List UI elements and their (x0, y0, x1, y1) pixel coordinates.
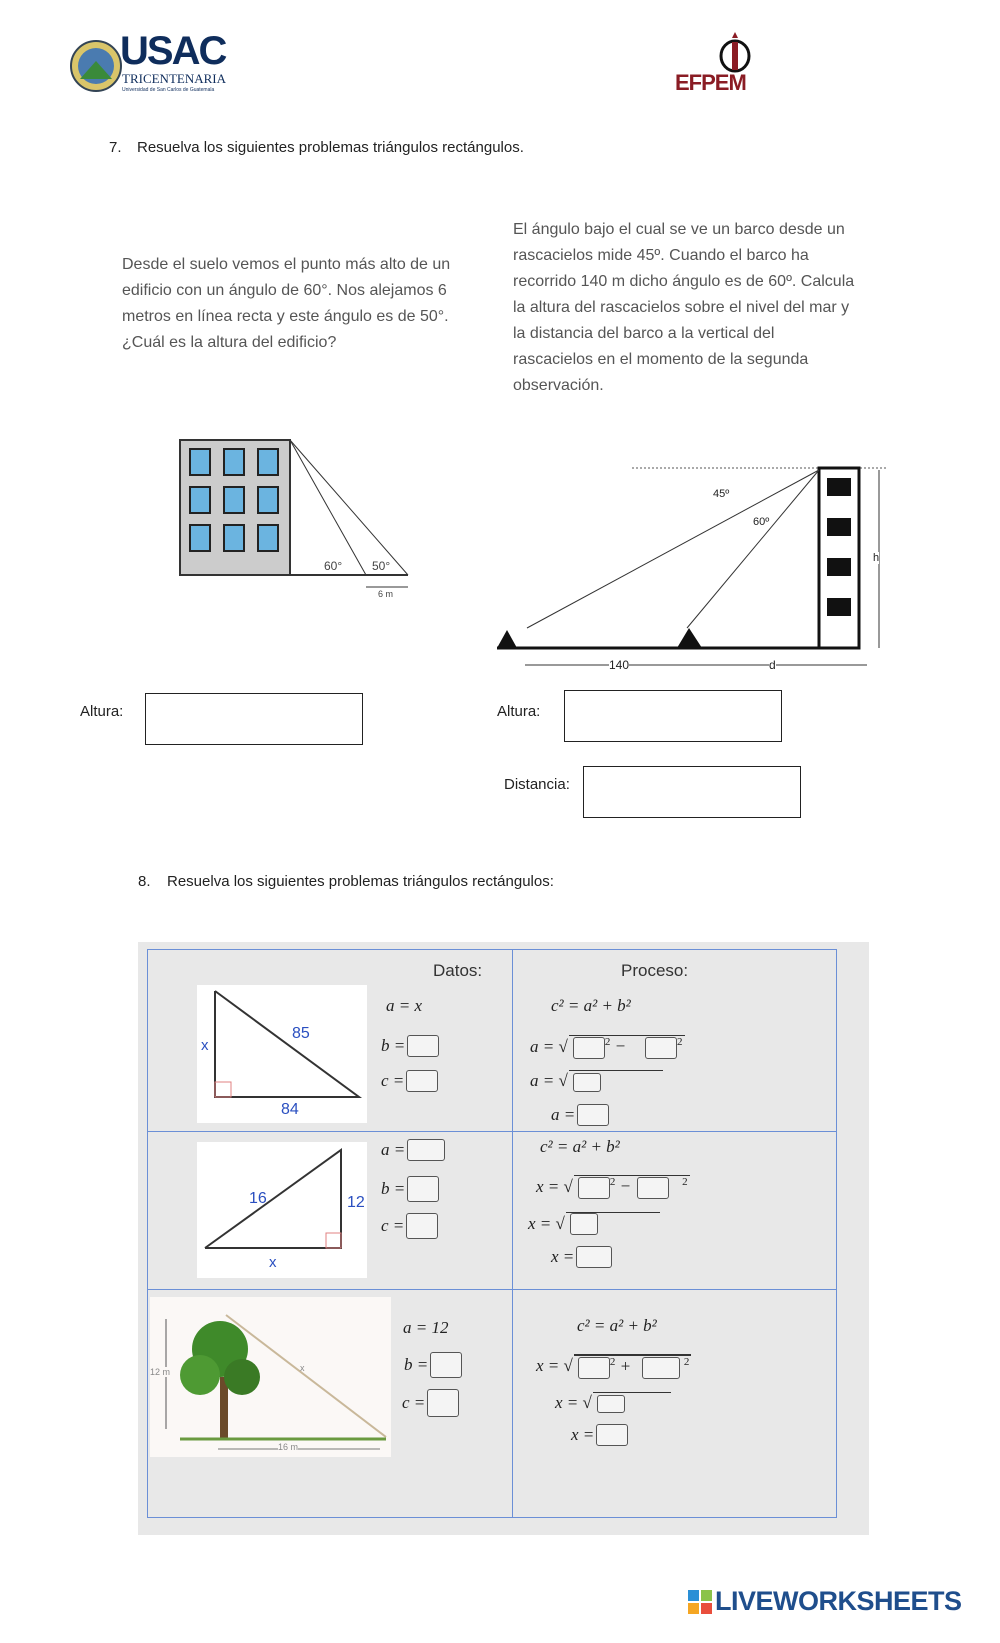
row3-formula: c² = a² + b² (577, 1316, 657, 1335)
row3-b-input[interactable] (430, 1352, 462, 1378)
angle-60-label: 60º (753, 516, 770, 528)
row1-l2-label: a = √ (530, 1070, 568, 1090)
base-label: 16 m (278, 1442, 299, 1452)
question-7-number: 7. (109, 139, 122, 156)
height-h-label: h (873, 552, 880, 564)
building-figure (176, 435, 416, 607)
liveworksheets-icon (688, 1590, 712, 1614)
efpem-emblem-icon (673, 30, 798, 75)
row1-c-input[interactable] (406, 1070, 438, 1092)
building-diagram (176, 435, 416, 607)
row2-l1-input-2[interactable] (637, 1177, 669, 1199)
row1-l3-input[interactable] (577, 1104, 609, 1126)
liveworksheets-logo (688, 1586, 962, 1617)
usac-seal-icon (70, 35, 122, 97)
question-8-number: 8. (138, 873, 151, 890)
base-label: x (269, 1254, 277, 1271)
datos-header: Datos: (433, 961, 483, 980)
question-8-text: Resuelva los siguientes problemas triángulos rectángulos: (167, 873, 554, 890)
row1-l2-input[interactable] (573, 1073, 601, 1092)
row2-c-input[interactable] (406, 1213, 438, 1239)
row3-l1-input-1[interactable] (578, 1357, 610, 1379)
altura-input-1[interactable] (145, 693, 363, 745)
question-7-text: Resuelva los siguientes problemas triángulos rectángulos. (137, 139, 524, 156)
row2-b-label: b = (381, 1179, 406, 1198)
tree-image (150, 1297, 391, 1457)
angle-50-label: 50° (372, 559, 391, 573)
exponent: 2 (677, 1036, 683, 1048)
liveworksheets-brand: LIVEWORKSHEETS (715, 1586, 962, 1616)
minus-sign: − (619, 1176, 632, 1196)
exponent: 2 (609, 1176, 616, 1188)
row1-l1-label: a = √ (530, 1036, 568, 1056)
row1-b-input[interactable] (407, 1035, 439, 1057)
row3-c-label: c = (402, 1393, 426, 1412)
hyp-label: 16 (249, 1190, 267, 1207)
minus-sign: − (614, 1036, 627, 1056)
triangle-2-image (197, 1142, 367, 1278)
row3-l3-label: x = (571, 1425, 595, 1444)
angle-60-label: 60° (324, 559, 343, 573)
exponent: 2 (683, 1356, 690, 1368)
row2-l3-label: x = (551, 1247, 575, 1266)
altura-label-2: Altura: (497, 703, 541, 720)
row2-l2-label: x = √ (528, 1213, 565, 1233)
plus-sign: + (619, 1356, 632, 1376)
distancia-label: Distancia: (504, 776, 570, 793)
row1-b-label: b = (381, 1036, 406, 1055)
altura-label-1: Altura: (80, 703, 124, 720)
column-divider (512, 949, 513, 1517)
altura-input-2[interactable] (564, 690, 782, 742)
row2-a-label: a = (381, 1140, 406, 1159)
usac-title: USAC (120, 29, 226, 73)
row1-l1-input-1[interactable] (573, 1037, 605, 1059)
row3-l2-label: x = √ (555, 1392, 592, 1412)
usac-small: Universidad de San Carlos de Guatemala (122, 87, 215, 93)
triangle-1-image (197, 985, 367, 1123)
proceso-header: Proceso: (621, 961, 689, 980)
row3-b-label: b = (404, 1355, 429, 1374)
row-divider (147, 1131, 836, 1132)
exponent: 2 (609, 1356, 616, 1368)
row2-b-input[interactable] (407, 1176, 439, 1202)
distance-6m-label: 6 m (378, 589, 394, 599)
efpem-logo (673, 30, 798, 98)
row2-formula: c² = a² + b² (540, 1137, 620, 1156)
row-divider (147, 1289, 836, 1290)
row1-l3-label: a = (551, 1105, 576, 1124)
distance-d-label: d (769, 658, 776, 672)
row2-l3-input[interactable] (576, 1246, 612, 1268)
row3-a: a = 12 (403, 1318, 449, 1337)
row3-l2-input[interactable] (597, 1395, 625, 1413)
skyscraper-figure (497, 460, 892, 680)
row2-a-input[interactable] (407, 1139, 445, 1161)
usac-subtitle: TRICENTENARIA (122, 71, 226, 86)
hyp-label: 85 (292, 1025, 310, 1042)
row2-l1-label: x = √ (536, 1176, 573, 1196)
skyscraper-diagram (497, 460, 892, 680)
hyp-label: x (300, 1363, 305, 1373)
row1-a: a = x (386, 996, 423, 1015)
side-label: x (201, 1037, 209, 1054)
row3-l1-input-2[interactable] (642, 1357, 680, 1379)
distancia-input[interactable] (583, 766, 801, 818)
exponent: 2 (604, 1036, 611, 1048)
row3-l3-input[interactable] (596, 1424, 628, 1446)
side-label: 12 (347, 1194, 365, 1211)
row3-l1-label: x = √ (536, 1356, 573, 1376)
height-label: 12 m (150, 1367, 171, 1377)
row1-l1-input-2[interactable] (645, 1037, 677, 1059)
tree-illustration (150, 1297, 391, 1457)
row2-c-label: c = (381, 1216, 405, 1235)
row1-c-label: c = (381, 1071, 405, 1090)
distance-140-label: 140 (609, 658, 630, 672)
problem-2-text: El ángulo bajo el cual se ve un barco desde un rascacielos mide 45º. Cuando el barco ha recorrido 140 m dicho ángulo es de 60º. Calcula la altura del rascacielos sobre el nivel del mar y la distancia del barco a la vertical del rascacielos en el momento de la segunda observación. (513, 221, 855, 394)
row2-l1-input-1[interactable] (578, 1177, 610, 1199)
exponent: 2 (682, 1176, 688, 1188)
row2-l2-input[interactable] (570, 1213, 598, 1235)
usac-logo (70, 29, 235, 98)
row1-formula: c² = a² + b² (551, 996, 631, 1015)
base-label: 84 (281, 1101, 299, 1118)
problem-1-text: Desde el suelo vemos el punto más alto de un edificio con un ángulo de 60°. Nos alejamos 6 metros en línea recta y este ángulo es de 50°.¿Cuál es la altura del edificio? (122, 256, 451, 351)
row3-c-input[interactable] (427, 1389, 459, 1417)
angle-45-label: 45º (713, 488, 730, 500)
efpem-title: EFPEM (675, 70, 746, 95)
